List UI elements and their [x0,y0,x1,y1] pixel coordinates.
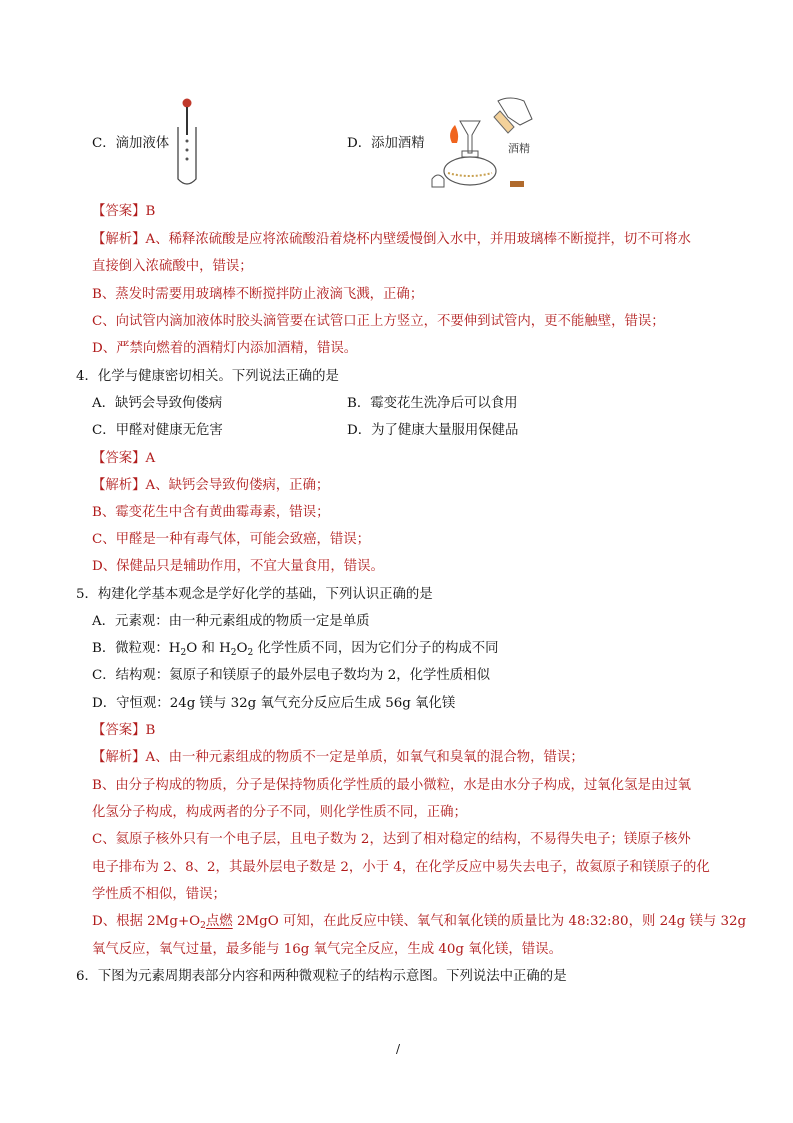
q5-option-c: C．结构观：氦原子和镁原子的最外层电子数均为 2，化学性质相似 [92,668,490,683]
q5-analysis-equation-line: D、根据 $2Mg+O_2$点燃 2MgO 可知，在此反应中镁、氧气和氧化镁的质量比为 48:32:80，则 24g 镁与 32g [92,914,747,931]
matchbox [510,181,524,187]
q5-option-a: A．元素观：由一种元素组成的物质一定是单质 [92,614,370,629]
q5-answer: 【答案】B [92,723,156,738]
q4-analysis-line: B、霉变花生中含有黄曲霉毒素，错误； [92,505,330,520]
q4-answer: 【答案】A [92,451,156,466]
q5-analysis-line: 氧气反应，氧气过量，最多能与 16g 氧气完全反应，生成 40g 氧化镁，错误。 [92,942,562,957]
q4-option-d: D．为了健康大量服用保健品 [347,423,519,438]
q3-option-d: D．添加酒精 [347,136,425,151]
q5-analysis-line: 化氢分子构成，构成两者的分子不同，则化学性质不同，正确； [92,805,467,820]
q6-stem: 6．下图为元素周期表部分内容和两种微观粒子的结构示意图。下列说法中正确的是 [76,969,567,984]
q4-stem: 4．化学与健康密切相关。下列说法正确的是 [76,369,339,384]
q5-analysis-line: 电子排布为 2、8、2，其最外层电子数是 2，小于 4，在化学反应中易失去电子，故氦原子和镁原子的化 [92,860,710,875]
q3-analysis-line: 【解析】A、稀释浓硫酸是应将浓硫酸沿着烧杯内壁缓慢倒入水中，并用玻璃棒不断搅拌，切不可将水 [92,232,691,247]
q3-analysis-line: C、向试管内滴加液体时胶头滴管要在试管口正上方竖立，不要伸到试管内，更不能触壁，错误； [92,314,665,329]
q3-analysis-line: 直接倒入浓硫酸中，错误； [92,259,253,274]
q4-option-b: B．霉变花生洗净后可以食用 [347,396,518,411]
q5-analysis-line: B、由分子构成的物质，分子是保持物质化学性质的最小微粒，水是由水分子构成，过氧化氢是由过氧 [92,778,692,793]
q4-analysis-line: C、甲醛是一种有毒气体，可能会致癌，错误； [92,532,371,547]
q5-option-b: B．微粒观：$H_2O$ 和 $H_2O_2$ 化学性质不同，因为它们分子的构成不同 [92,641,499,658]
q4-option-c: C．甲醛对健康无危害 [92,423,223,438]
reaction-condition: 点燃 [205,914,233,929]
test-tube [178,127,196,184]
q3-option-c: C．滴加液体 [92,136,170,151]
dropper-bulb [183,99,192,108]
lamp-cap [432,175,444,187]
page-mark: / [396,1042,401,1056]
alcohol-bottle [494,111,514,133]
q3-analysis-line: D、严禁向燃着的酒精灯内添加酒精，错误。 [92,341,358,356]
lamp-neck [462,151,478,157]
bottle-label: 酒精 [508,143,530,155]
q5-option-d: D．守恒观：24g 镁与 32g 氧气充分反应后生成 56g 氧化镁 [92,696,456,711]
q5-analysis-line: 学性质不相似，错误； [92,887,226,902]
q4-option-a: A．缺钙会导致佝偻病 [92,396,223,411]
funnel [460,121,480,153]
alcohol-lamp-illustration [428,95,538,193]
q3-answer: 【答案】B [92,204,156,219]
q4-analysis-line: D、保健品只是辅助作用，不宜大量食用，错误。 [92,559,384,574]
q4-analysis-line: 【解析】A、缺钙会导致佝偻病，正确； [92,478,330,493]
q5-stem: 5．构建化学基本观念是学好化学的基础，下列认识正确的是 [76,587,433,602]
q5-analysis-line: C、氦原子核外只有一个电子层，且电子数为 2，达到了相对稳定的结构，不易得失电子；镁原子核外 [92,832,691,847]
flame [450,125,458,143]
lamp-body [444,157,496,185]
dropper-test-tube-illustration [168,95,208,191]
q3-analysis-line: B、蒸发时需要用玻璃棒不断搅拌防止液滴飞溅，正确； [92,287,424,302]
q5-analysis-line: 【解析】A、由一种元素组成的物质不一定是单质，如氧气和臭氧的混合物，错误； [92,750,584,765]
